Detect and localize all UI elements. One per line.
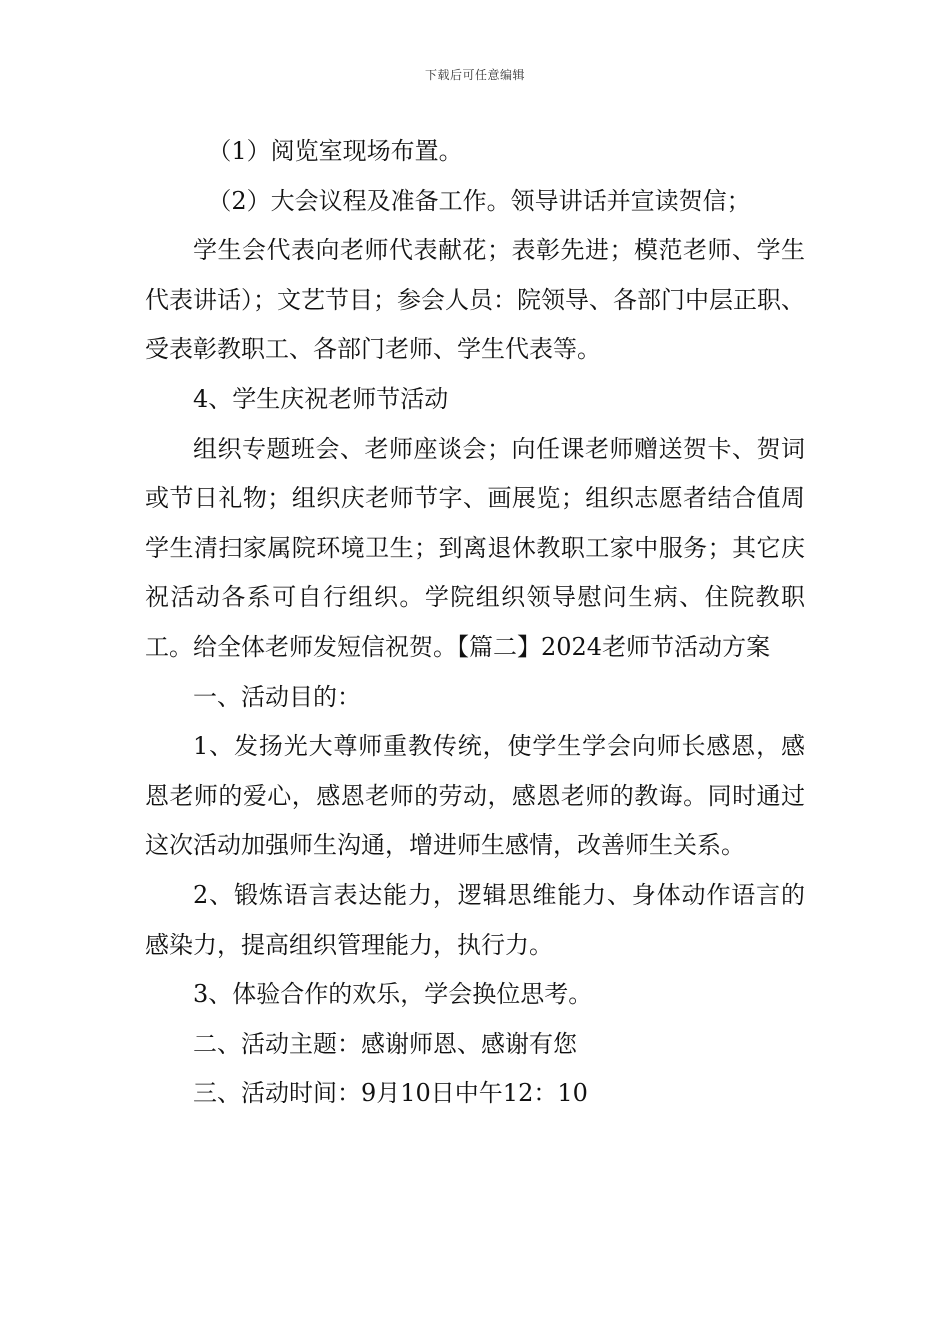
paragraph-11: 三、活动时间：9月10日中午12：10 <box>193 1079 588 1108</box>
paragraph-3: 学生会代表向老师代表献花；表彰先进；模范老师、学生代表讲话）；文艺节目；参会人员：院领导、各部门中层正职、受表彰教职工、各部门老师、学生代表等。 <box>145 236 805 364</box>
document-body <box>145 127 805 1119</box>
paragraph-7: 1、发扬光大尊师重教传统，使学生学会向师长感恩，感恩老师的爱心，感恩老师的劳动，感恩老师的教诲。同时通过这次活动加强师生沟通，增进师生感情，改善师生关系。 <box>145 732 805 860</box>
paragraph-9: 3、体验合作的欢乐，学会换位思考。 <box>193 980 593 1009</box>
paragraph-1: （1）阅览室现场布置。 <box>207 137 463 165</box>
paragraph-10: 二、活动主题：感谢师恩、感谢有您 <box>193 1029 577 1058</box>
page-header-note: 下载后可任意编辑 <box>424 68 525 82</box>
paragraph-8: 2、锻炼语言表达能力，逻辑思维能力、身体动作语言的感染力，提高组织管理能力，执行力。 <box>145 880 805 959</box>
paragraph-4: 4、学生庆祝老师节活动 <box>193 384 449 413</box>
paragraph-2: （2）大会议程及准备工作。领导讲话并宣读贺信； <box>207 186 751 215</box>
paragraph-5: 组织专题班会、老师座谈会；向任课老师赠送贺卡、贺词或节日礼物；组织庆老师节字、画展览；组织志愿者结合值周学生清扫家属院环境卫生；到离退休教职工家中服务；其它庆祝活动各系可自行组织。学院组织领导慰问生病、住院教职工。给全体老师发短信祝贺。【篇二】2024老师节活动方案 <box>145 434 805 661</box>
paragraph-6: 一、活动目的： <box>193 682 361 711</box>
